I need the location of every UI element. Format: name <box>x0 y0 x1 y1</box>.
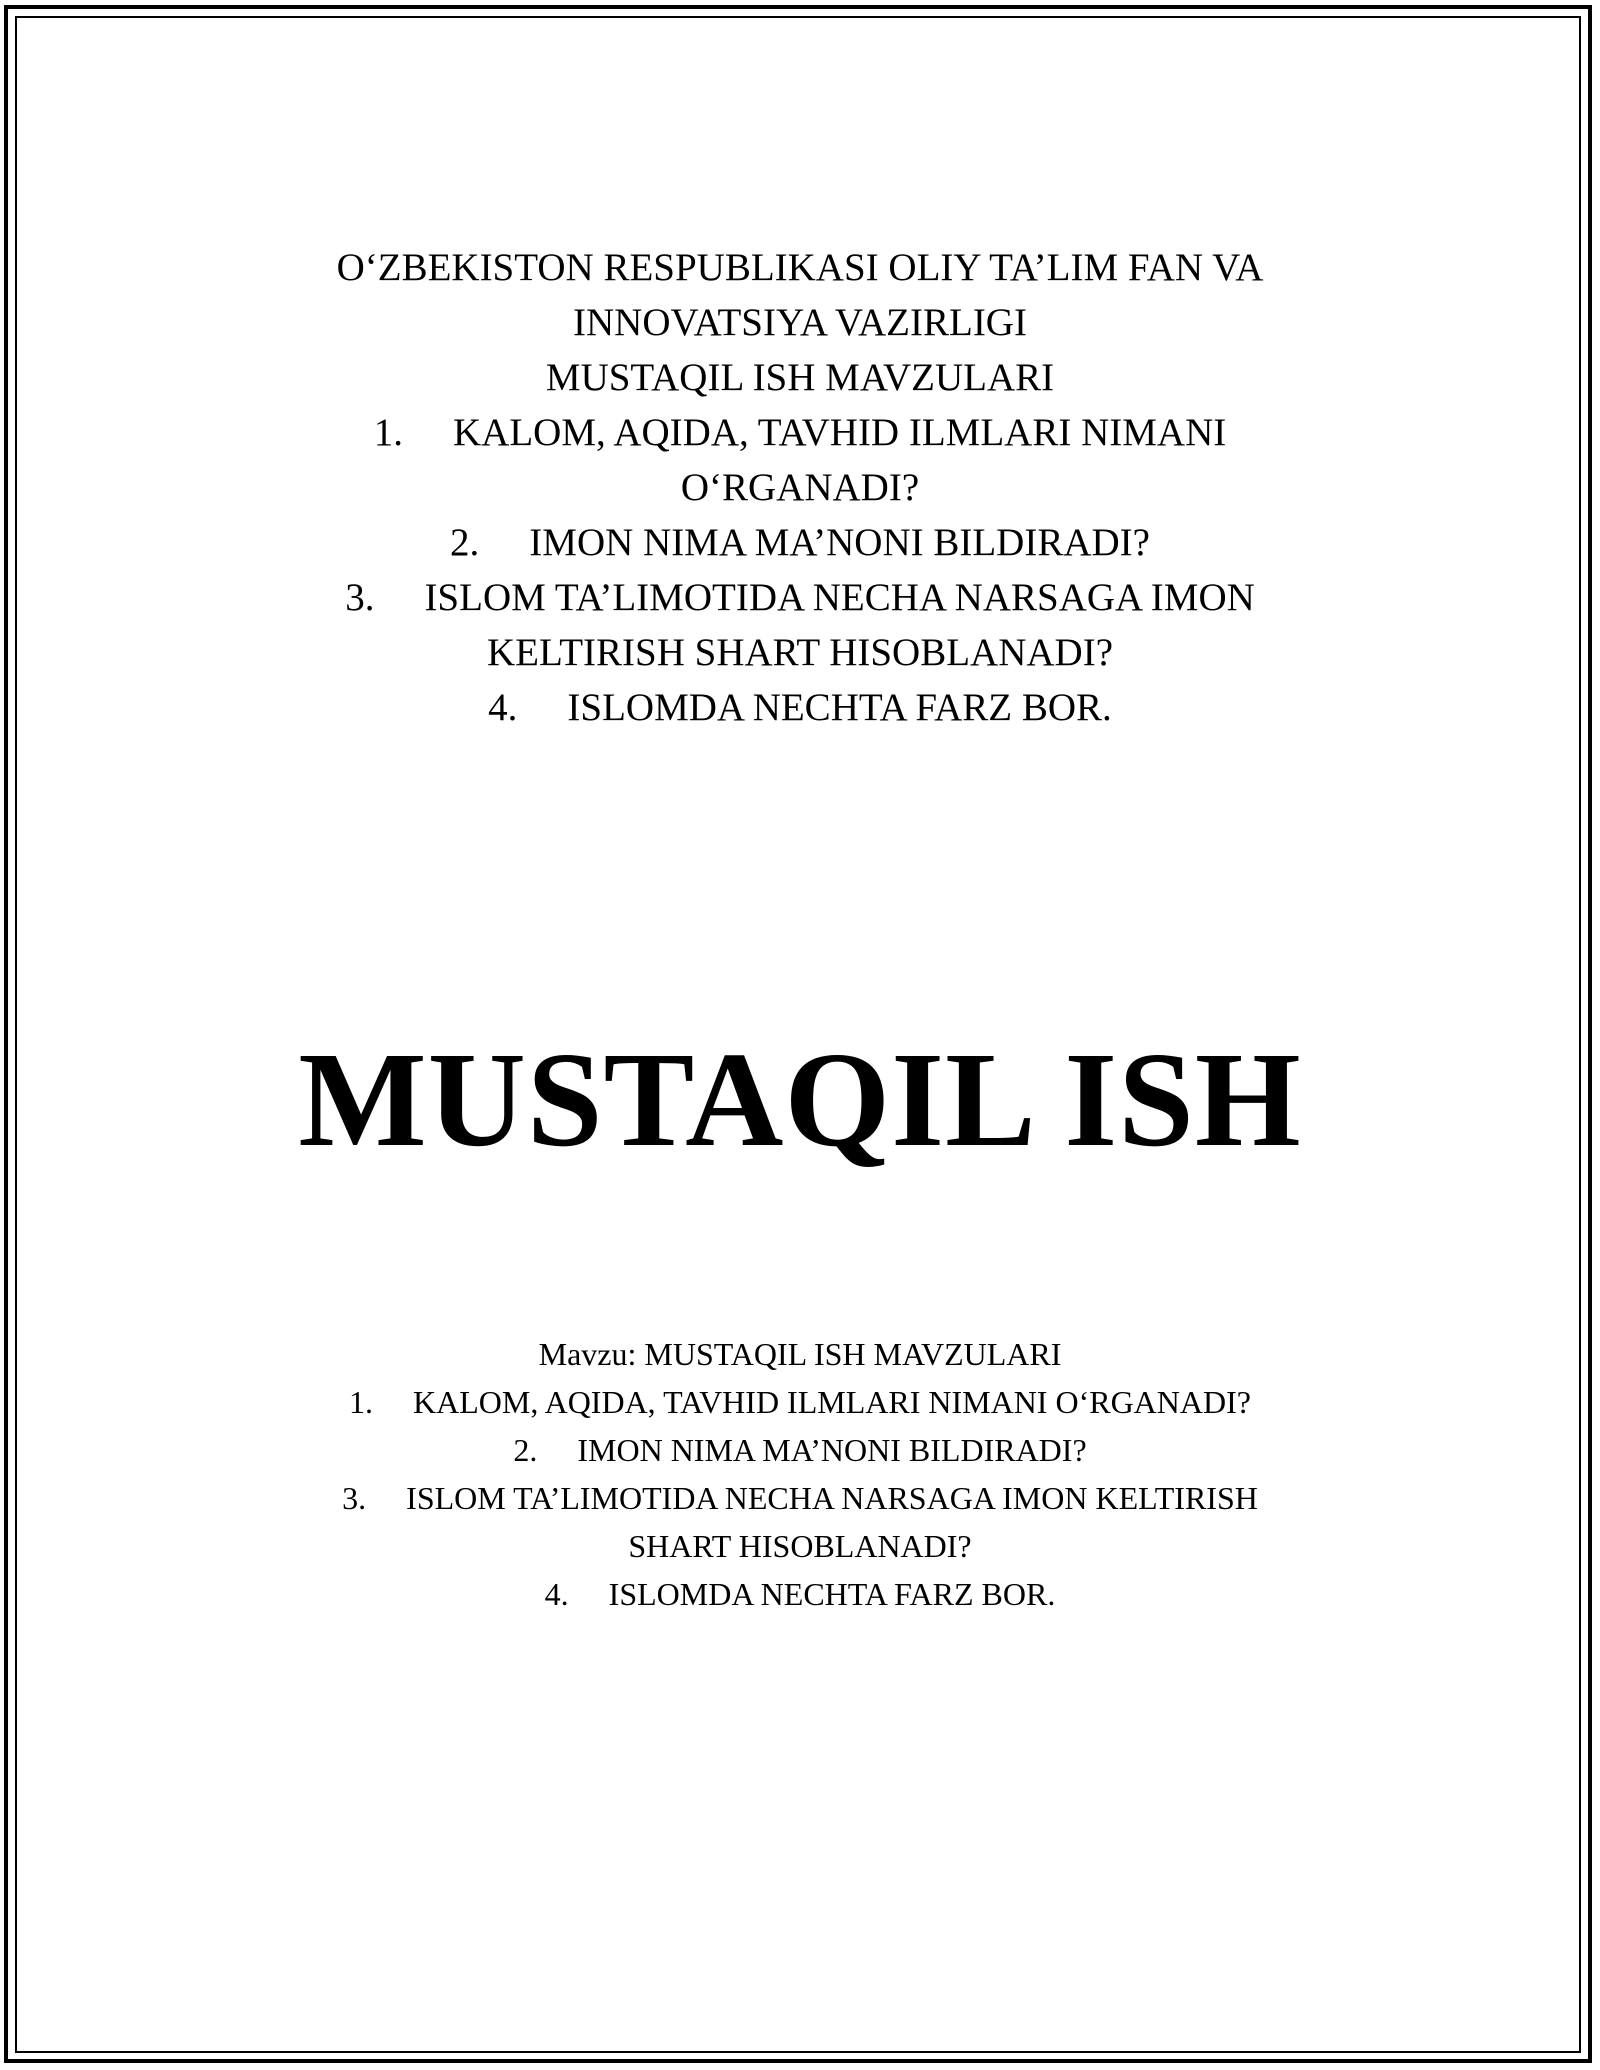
list-text: KALOM, AQIDA, TAVHID ILMLARI NIMANI O‘RGANADI? <box>413 1384 1251 1420</box>
list-text: IMON NIMA MA’NONI BILDIRADI? <box>529 521 1150 564</box>
topics-heading: MUSTAQIL ISH MAVZULARI <box>545 356 1055 399</box>
subject-block <box>250 1330 1350 1618</box>
list-number: 3. <box>345 576 375 619</box>
list-text: IMON NIMA MA’NONI BILDIRADI? <box>577 1432 1087 1468</box>
list-number: 4. <box>488 686 518 729</box>
list-text-continued: O‘RGANADI? <box>680 466 920 509</box>
list-number: 2. <box>513 1432 538 1468</box>
list-item <box>250 1426 1350 1474</box>
subject-label: Mavzu: MUSTAQIL ISH MAVZULARI <box>538 1336 1062 1372</box>
list-item <box>250 1570 1350 1618</box>
header-topic-list <box>270 405 1330 735</box>
list-number: 3. <box>342 1480 367 1516</box>
list-item <box>250 1474 1350 1570</box>
list-text-continued: SHART HISOBLANADI? <box>628 1528 972 1564</box>
ministry-line-2: INNOVATSIYA VAZIRLIGI <box>573 301 1027 344</box>
list-item <box>270 515 1330 570</box>
list-item <box>270 405 1330 515</box>
subject-topic-list <box>250 1378 1350 1618</box>
list-text: ISLOMDA NECHTA FARZ BOR. <box>608 1576 1056 1612</box>
list-item <box>270 570 1330 680</box>
header-block <box>270 240 1330 735</box>
document-title: MUSTAQIL ISH <box>298 1025 1302 1175</box>
list-text: ISLOM TA’LIMOTIDA NECHA NARSAGA IMON KELTIRISH <box>406 1480 1258 1516</box>
list-text-continued: KELTIRISH SHART HISOBLANADI? <box>487 631 1113 674</box>
list-item <box>250 1378 1350 1426</box>
list-number: 1. <box>349 1384 374 1420</box>
list-text: KALOM, AQIDA, TAVHID ILMLARI NIMANI <box>453 411 1227 454</box>
list-text: ISLOM TA’LIMOTIDA NECHA NARSAGA IMON <box>424 576 1255 619</box>
list-number: 4. <box>544 1576 569 1612</box>
list-item <box>270 680 1330 735</box>
list-number: 1. <box>373 411 403 454</box>
ministry-line-1: O‘ZBEKISTON RESPUBLIKASI OLIY TA’LIM FAN VA <box>336 246 1264 289</box>
list-text: ISLOMDA NECHTA FARZ BOR. <box>567 686 1112 729</box>
list-number: 2. <box>450 521 480 564</box>
